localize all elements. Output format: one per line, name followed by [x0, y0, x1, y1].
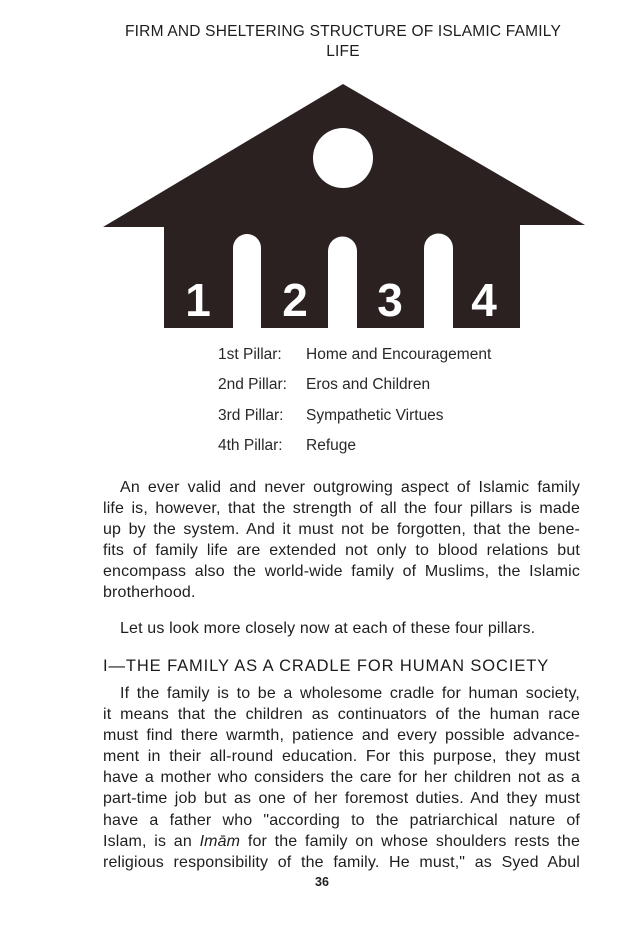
pillar-number-1: 1: [185, 274, 211, 326]
text-line: [103, 831, 580, 852]
legend-key: 3rd Pillar:: [218, 406, 284, 424]
legend-row: [218, 406, 491, 436]
page-title-line-1: FIRM AND SHELTERING STRUCTURE OF ISLAMIC FAMILY: [125, 23, 561, 40]
house-pillars-diagram: [0, 0, 644, 340]
house-shape: [103, 84, 585, 328]
text-line-content: Let us look more closely now at each of these four pillars.: [120, 620, 536, 637]
text-line-content: If the family is to be a wholesome cradle for human society,: [120, 685, 580, 702]
text-line: have a mother who considers the care for her children not as a: [103, 769, 580, 787]
legend-value: Sympathetic Virtues: [306, 406, 444, 424]
text-line: must find there warmth, patience and every possible advance-: [103, 727, 580, 745]
legend-row: [218, 375, 491, 405]
legend-key: 2nd Pillar:: [218, 376, 287, 394]
text-line: brotherhood.: [103, 584, 196, 602]
italic-term-imam: Imām: [199, 832, 241, 850]
pillar-number-3: 3: [377, 274, 403, 326]
legend-key: 4th Pillar:: [218, 436, 283, 454]
text-line: have a father who "according to the patriarchical nature of: [103, 811, 580, 829]
text-segment: Islam, is an: [103, 832, 200, 850]
pillar-number-2: 2: [282, 274, 308, 326]
text-line: religious responsibility of the family. He must," as Syed Abul: [103, 853, 580, 871]
text-line: [103, 683, 580, 704]
text-line: part-time job but as one of her foremost duties. And they must: [103, 790, 580, 808]
legend-row: [218, 345, 491, 375]
text-line: life is, however, that the strength of all the four pillars is made: [103, 500, 580, 518]
legend-key: 1st Pillar:: [218, 346, 282, 363]
pillar-number-4: 4: [471, 274, 497, 326]
text-segment: for the family on whose shoulders rests the: [240, 832, 581, 850]
text-line: ment in their all-round education. For this purpose, they must: [103, 748, 580, 766]
section-heading: I—THE FAMILY AS A CRADLE FOR HUMAN SOCIETY: [103, 657, 550, 675]
legend-value: Home and Encouragement: [306, 346, 492, 363]
legend-row: [218, 436, 491, 466]
text-line: up by the system. And it must not be forgotten, that the bene-: [103, 521, 580, 539]
paragraph-family-cradle: [103, 683, 580, 873]
text-line-content: An ever valid and never outgrowing aspect of Islamic family: [120, 479, 580, 496]
text-line: [103, 618, 580, 639]
legend-value: Refuge: [306, 436, 356, 454]
text-line: [103, 477, 580, 498]
text-line: fits of family life are extended not only to blood relations but: [103, 542, 580, 560]
page-title-line-2: LIFE: [326, 43, 360, 60]
page-number: 36: [315, 875, 329, 889]
paragraph-look-closely: [103, 618, 580, 639]
legend-value: Eros and Children: [306, 376, 431, 394]
pillar-legend: [218, 345, 491, 466]
text-line: encompass also the world-wide family of Muslims, the Islamic: [103, 563, 580, 581]
text-line: it means that the children as continuators of the human race: [103, 706, 580, 724]
paragraph-pillars-system: [103, 477, 580, 604]
